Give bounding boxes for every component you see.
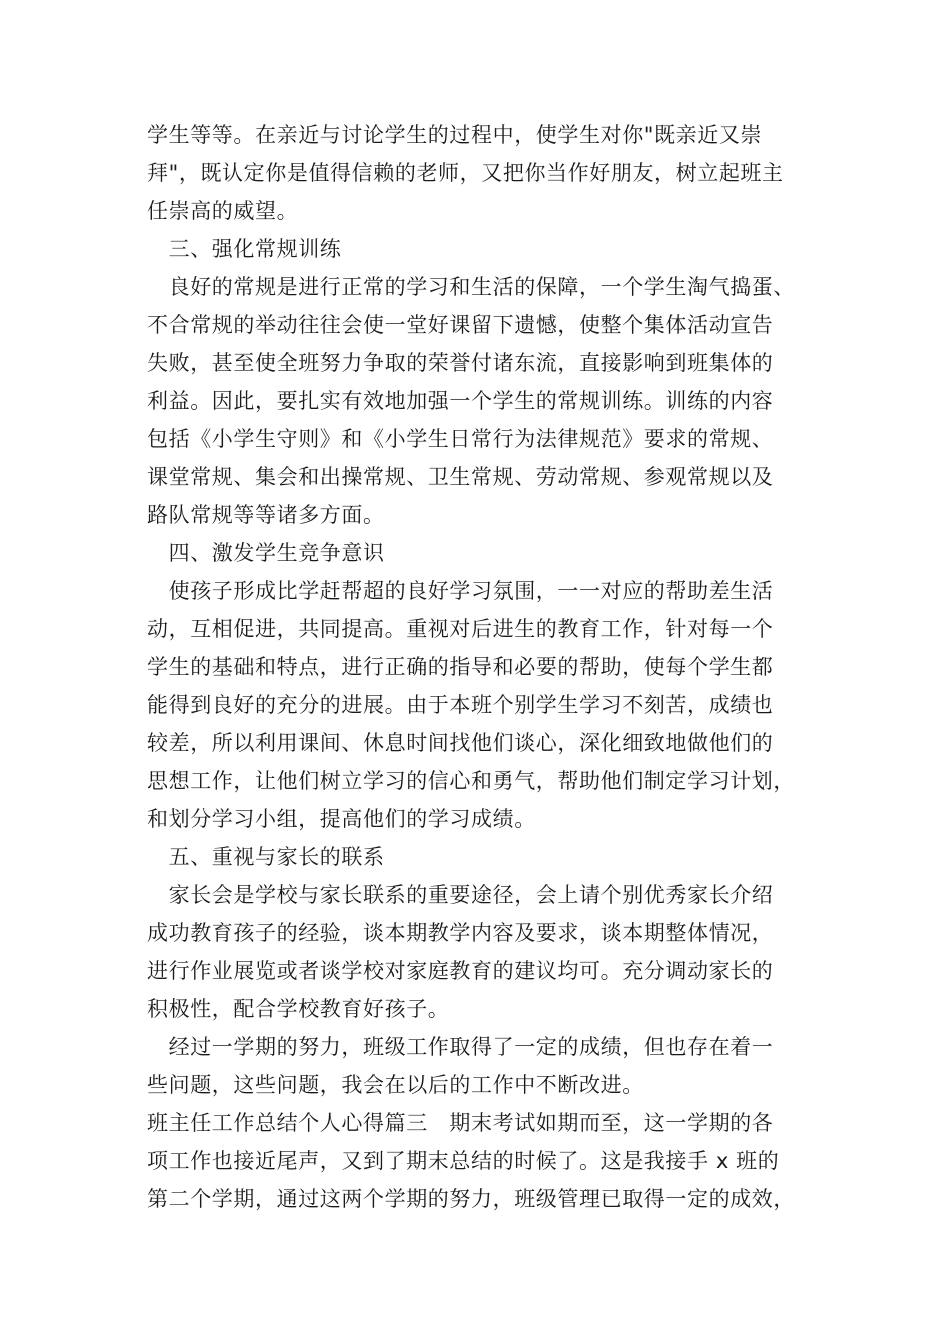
- text-line: 成功教育孩子的经验，谈本期教学内容及要求，谈本期整体情况，: [147, 921, 774, 945]
- text-line: 经过一学期的努力，班级工作取得了一定的成绩，但也存在着一: [147, 1035, 774, 1059]
- text-line: 拜"，既认定你是值得信赖的老师，又把你当作好朋友，树立起班主: [147, 161, 784, 185]
- text-line: 第二个学期，通过这两个学期的努力，班级管理已取得一定的成效，: [147, 1187, 795, 1211]
- text-line: 利益。因此，要扎实有效地加强一个学生的常规训练。训练的内容: [147, 389, 774, 413]
- text-line: 学生等等。在亲近与讨论学生的过程中，使学生对你"既亲近又崇: [147, 123, 763, 147]
- text-line: 能得到良好的充分的进展。由于本班个别学生学习不刻苦，成绩也: [147, 693, 774, 717]
- text-line: 良好的常规是进行正常的学习和生活的保障，一个学生淘气捣蛋、: [147, 275, 795, 299]
- text-line: 思想工作，让他们树立学习的信心和勇气，帮助他们制定学习计划，: [147, 769, 795, 793]
- text-line: 和划分学习小组，提高他们的学习成绩。: [147, 807, 536, 831]
- text-line: 家长会是学校与家长联系的重要途径，会上请个别优秀家长介绍: [147, 883, 774, 907]
- text-line: 班主任工作总结个人心得篇三 期末考试如期而至，这一学期的各: [147, 1111, 774, 1135]
- text-line: 不合常规的举动往往会使一堂好课留下遗憾，使整个集体活动宣告: [147, 313, 774, 337]
- text-line: 包括《小学生守则》和《小学生日常行为法律规范》要求的常规、: [147, 427, 774, 451]
- text-line: 学生的基础和特点，进行正确的指导和必要的帮助，使每个学生都: [147, 655, 774, 679]
- section-heading: 四、激发学生竞争意识: [147, 541, 385, 565]
- section-heading: 三、强化常规训练: [147, 237, 342, 261]
- text-line: 任崇高的威望。: [147, 199, 299, 223]
- text-line: 动，互相促进，共同提高。重视对后进生的教育工作，针对每一个: [147, 617, 774, 641]
- document-body: [147, 116, 827, 1218]
- text-line: 进行作业展览或者谈学校对家庭教育的建议均可。充分调动家长的: [147, 959, 774, 983]
- text-line: 些问题，这些问题，我会在以后的工作中不断改进。: [147, 1073, 644, 1097]
- text-line: 项工作也接近尾声，又到了期末总结的时候了。这是我接手 x 班的: [147, 1149, 780, 1173]
- section-heading: 五、重视与家长的联系: [147, 845, 385, 869]
- text-line: 较差，所以利用课间、休息时间找他们谈心，深化细致地做他们的: [147, 731, 774, 755]
- text-line: 积极性，配合学校教育好孩子。: [147, 997, 450, 1021]
- text-line: 课堂常规、集会和出操常规、卫生常规、劳动常规、参观常规以及: [147, 465, 774, 489]
- text-line: 路队常规等等诸多方面。: [147, 503, 385, 527]
- text-line: 失败，甚至使全班努力争取的荣誉付诸东流，直接影响到班集体的: [147, 351, 774, 375]
- text-line: 使孩子形成比学赶帮超的良好学习氛围，一一对应的帮助差生活: [147, 579, 774, 603]
